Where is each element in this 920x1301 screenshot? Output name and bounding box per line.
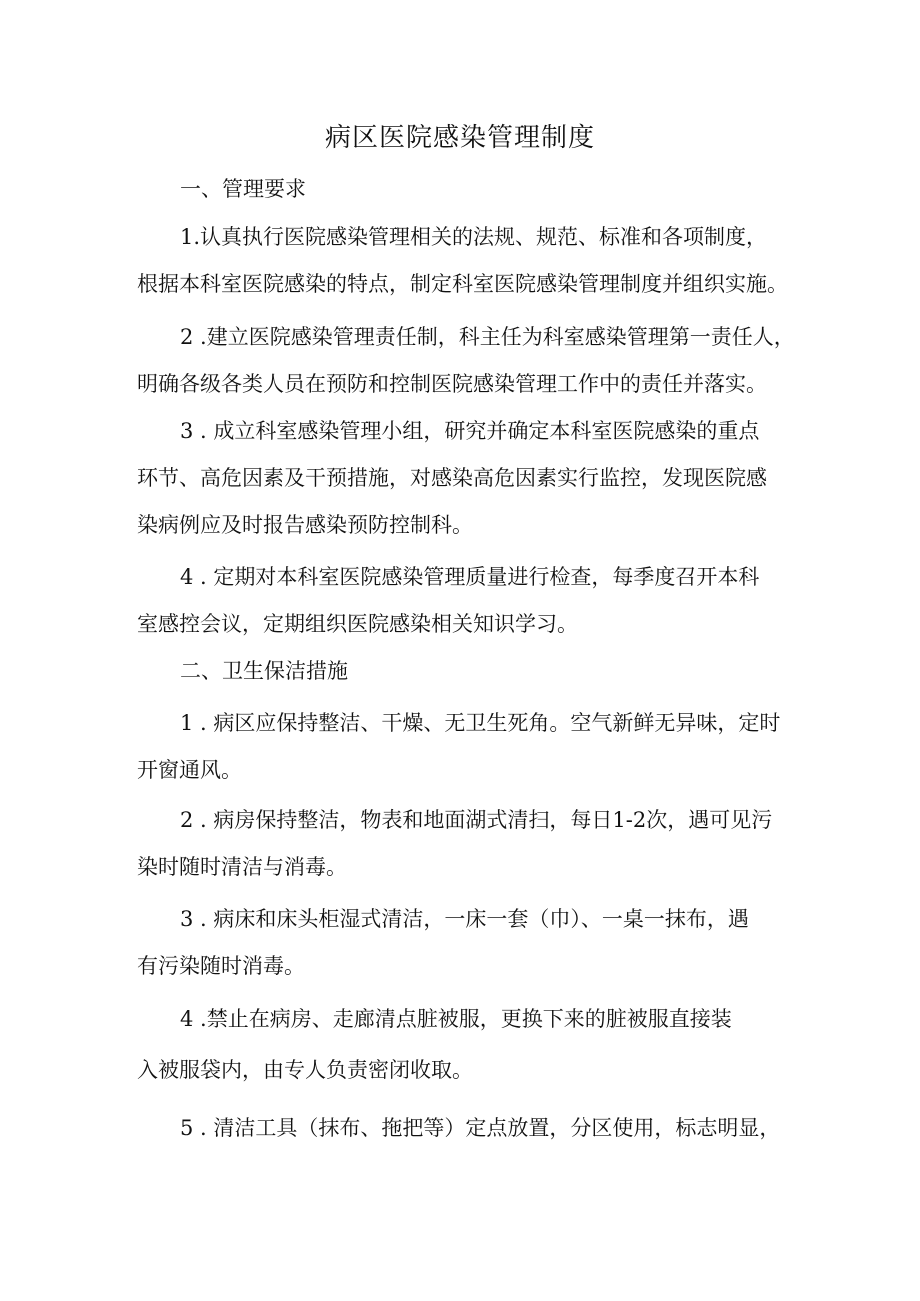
section-heading-hygiene: 二、卫生保洁措施	[180, 659, 348, 683]
paragraph-line: 室感控会议，定期组织医院感染相关知识学习。	[137, 612, 578, 636]
paragraph-line: 根据本科室医院感染的特点，制定科室医院感染管理制度并组织实施。	[137, 272, 788, 296]
paragraph-line: 2 .建立医院感染管理责任制，科主任为科室感染管理第一责任人，	[180, 325, 795, 349]
paragraph-line: 入被服袋内，由专人负责密闭收取。	[137, 1058, 473, 1082]
section-heading-management: 一、管理要求	[180, 177, 306, 201]
paragraph-line: 1.认真执行医院感染管理相关的法规、规范、标准和各项制度，	[180, 225, 768, 249]
paragraph-line: 有污染随时消毒。	[137, 954, 305, 978]
paragraph-line: 3 . 病床和床头柜湿式清洁，一床一套（巾）、一桌一抹布，遇	[180, 907, 749, 931]
paragraph-line: 1 . 病区应保持整洁、干燥、无卫生死角。空气新鲜无异味，定时	[180, 711, 781, 735]
document-title: 病区医院感染管理制度	[324, 123, 595, 153]
paragraph-line: 4 .禁止在病房、走廊清点脏被服，更换下来的脏被服直接装	[180, 1007, 732, 1031]
paragraph-line: 环节、高危因素及干预措施，对感染高危因素实行监控，发现医院感	[137, 466, 767, 490]
paragraph-line: 明确各级各类人员在预防和控制医院感染管理工作中的责任并落实。	[137, 372, 767, 396]
paragraph-line: 染病例应及时报告感染预防控制科。	[137, 513, 473, 537]
paragraph-line: 5 . 清洁工具（抹布、拖把等）定点放置，分区使用，标志明显，	[180, 1116, 781, 1140]
paragraph-line: 4 . 定期对本科室医院感染管理质量进行检查，每季度召开本科	[180, 565, 760, 589]
paragraph-line: 3 . 成立科室感染管理小组，研究并确定本科室医院感染的重点	[180, 419, 760, 443]
paragraph-line: 开窗通风。	[137, 758, 242, 782]
paragraph-line: 染时随时清洁与消毒。	[137, 855, 347, 879]
paragraph-line: 2 . 病房保持整洁，物表和地面湖式清扫，每日1-2次，遇可见污	[180, 808, 773, 832]
